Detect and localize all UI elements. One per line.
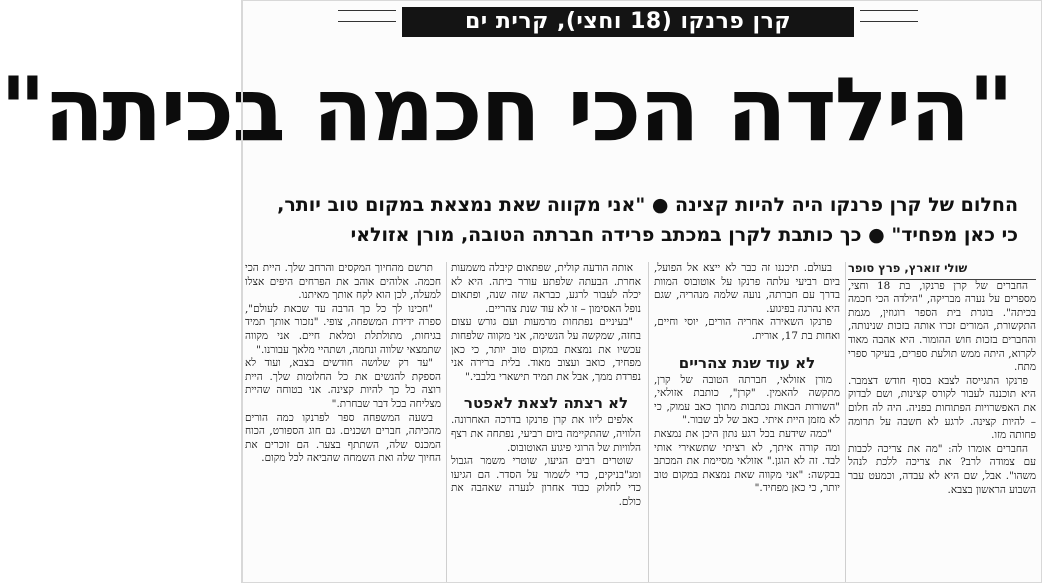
subheading: לא רצתה לצאת לאפטר bbox=[463, 394, 629, 413]
subheading: לא עוד שנת צהריים bbox=[678, 353, 816, 372]
paragraph: פרנקו השאירה אחריה הורים, יוסי וחיים, ואחות בת 17, אורית. bbox=[654, 316, 840, 342]
body-column-4 bbox=[245, 262, 441, 582]
paragraph: החברים של קרן פרנקו, בת 18 וחצי, מספרים על נערה מבריקה, "הילדה הכי חכמה בכיתה". בוגרת בית הספר רוגוזין, מגמת התקשורת, המורים זכרו אותה בזכות שנינותה, והחברים בזכות חוש ההומור. היא אהבה מאוד לקרוא, היתה ממש תולעת ספרים, בעיקר ספרי מתח. bbox=[848, 279, 1036, 374]
paragraph: בשעה המשפחה ספר לפרנקו כמה הורים מהכיתה, חברים ושכנים. גם חוג הספורט, הכוח המכנס שלה, השתתף בצער. הם זוכרים את החיוך שלה ואת השמחה שהביאה לכל מקום. bbox=[245, 411, 441, 465]
body-column-2 bbox=[654, 262, 840, 582]
kicker-ornament-right bbox=[860, 10, 918, 22]
kicker-ornament-left bbox=[338, 10, 396, 22]
deck-line-1: החלום של קרן פרנקו היה להיות קצינה ● "אני מקווה שאת נמצאת במקום טוב יותר, bbox=[277, 194, 1018, 216]
kicker-banner bbox=[402, 7, 854, 37]
kicker-text: קרן פרנקו (18 וחצי), קרית ים bbox=[402, 7, 854, 37]
column-divider bbox=[648, 262, 649, 582]
column-divider bbox=[845, 262, 846, 582]
paragraph: "חכינו לך כל כך הרבה עד שכאת לעולם", ספרה ידידת המשפחה, צופי. "נזכור אותך תמיד בגיחות, מתולתלת ומלאת חיים. אני מקווה שתמצאי שלווה ונחמה, ושתהיי מלאך עבורנו." bbox=[245, 302, 441, 356]
paragraph: "בעיניים נפתחות מרמעות ועם גורש עצום בחזה, שמקשה על הנשימה, אני מקווה שלפחות עכשיו את נמצאת במקום טוב יותר, כי כאן מפחיד, כואב ועצוב מאוד. בלית ברירה אני נפרדת ממך, אבל את תמיד תישארי בלבבי." bbox=[451, 316, 641, 383]
paragraph: אלפים ליוו את קרן פרנקו בדרכה האחרונה. הלוויה, שהתקיימה ביום רביעי, נפתחה את רצף הלוויות של הרוגי פיגוע האוטובוס. bbox=[451, 414, 641, 454]
body-column-3 bbox=[451, 262, 641, 582]
headline: "הילדה הכי חכמה בכיתה" bbox=[0, 58, 1012, 161]
paragraph: מורן אזולאי, חברתה הטובה של קרן, מתקשה להאמין. "קרן", כותבת אזולאי, "השורות הבאות נכתבות מתוך כאב עמוק, כי לא מזמן היית איתי. כאב של לב שבור." bbox=[654, 373, 840, 427]
body-column-1 bbox=[848, 262, 1036, 582]
deck bbox=[277, 190, 1018, 250]
paragraph: "כמה שידעת בכל רגע נתון היכן את נמצאת ומה קורה איתך, לא רציתי שתשאירי אותי לבד. זה לא הוגן." אזולאי מסיימת את המכתב בבקשה: "אני מקווה שאת נמצאת במקום טוב יותר, כי כאן מפחיד." bbox=[654, 427, 840, 495]
paragraph: תרשם מהחיוך המקסים והרחב שלך. היית הכי חכמה. אלוהים אוהב את הפרחים היפים אצלו למעלה, לכן הוא לקח אותך מאיתנו. bbox=[245, 262, 441, 302]
byline: שולי זוארץ, פרץ סופר bbox=[848, 262, 1036, 280]
paragraph: פרנקו התגייסה לצבא בסוף חודש דצמבר. היא תוכננה לעבור לקורס קצינות, ושם לבדוק את האפשרויות הפתוחות בפניה. היה לה חלום – להיות קצינה. לרגע לא חשבה על תרומה פחותה מזו. bbox=[848, 374, 1036, 442]
paragraph: אותה הודעה קולית, שפתאום קיבלה משמעות אחרת. הבעתה שלפתע עורר ביתה. היא לא יכלה לעבור לרגע, כבראה שזה שנה, ופתאום נופל האסימון – זו לא עוד שנת צהריים. bbox=[451, 262, 641, 315]
paragraph: החברים אומרו לה: "מה את צריכה לכבות עם צמודה לרב? את צריכה ללכת לנהל משהו". אבל, שם היא לא עבדה, וכמעט עבר השבוע הראשון בצבא. bbox=[848, 442, 1036, 496]
paragraph: בעולם. תיכננו זה כבר לא ייצא אל הפועל, ביום רביעי עלתה פרנקו על אוטובוס המוות בדרך עם חברתה, נועה שלמה מנהריה, שגם היא נהרגה בפיגוע. bbox=[654, 262, 840, 315]
deck-line-2: כי כאן מפחיד" ● כך כותבת לקרן במכתב פרידה חברתה הטובה, מורן אזולאי bbox=[350, 224, 1018, 246]
column-divider bbox=[446, 262, 447, 582]
paragraph: שוטרים רבים הגיעו, שוטרי משמר הגבול ומג"בניקים, כדי לשמור על הסדר. הם הגיעו כדי לחלוק כבוד אחרון לנערה שאהבה את כולם. bbox=[451, 455, 641, 508]
paragraph: "עד רק שלושה חודשים בצבא, ועוד לא הספקת להגשים את כל החלומות שלך. היית רוצה כל כך להיות קצינה. אני בטוחה שהיית מצליחה בכל דבר שבחרת." bbox=[245, 357, 441, 410]
